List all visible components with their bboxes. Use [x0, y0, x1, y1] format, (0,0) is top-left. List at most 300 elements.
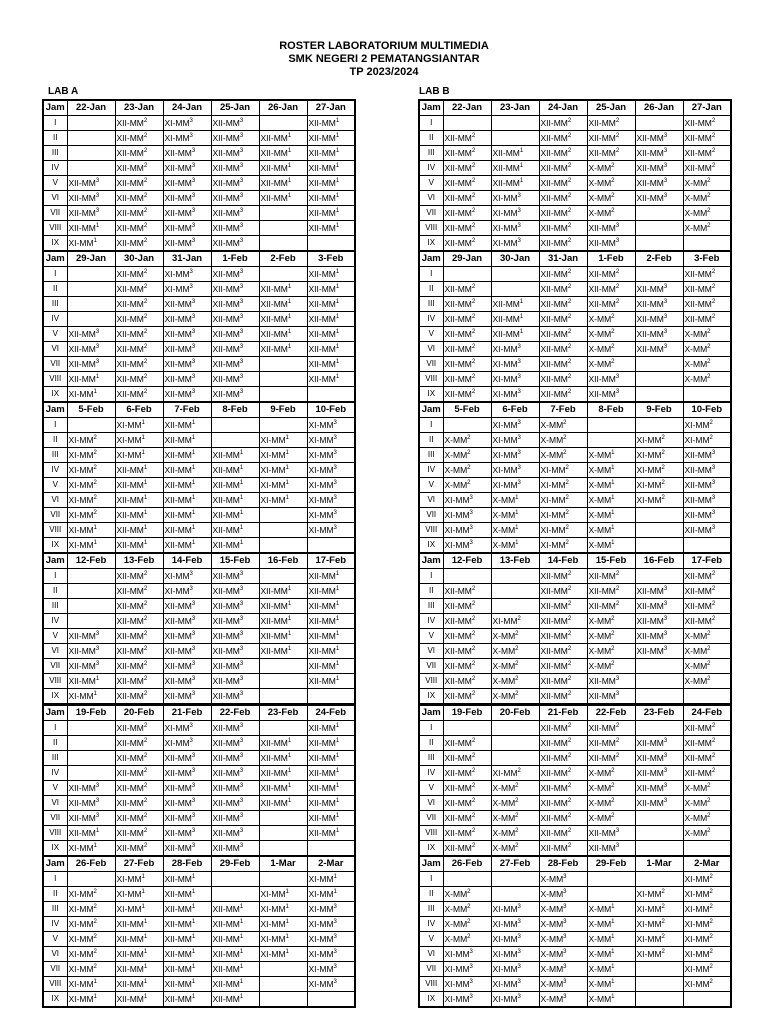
class-cell [67, 751, 115, 766]
class-cell [259, 811, 307, 826]
class-cell: XII-$MM^1$ [307, 721, 355, 736]
class-cell: XII-$MM^3$ [163, 297, 211, 312]
class-cell: XII-$MM^3$ [67, 629, 115, 644]
class-cell [67, 766, 115, 781]
day-header: 23-Jan [115, 100, 163, 116]
class-cell: XII-$MM^3$ [635, 751, 683, 766]
class-cell [635, 962, 683, 977]
class-cell [259, 508, 307, 523]
class-cell: XII-$MM^3$ [587, 674, 635, 689]
lab-b-label: LAB B [419, 86, 450, 97]
class-cell: XII-$MM^2$ [115, 781, 163, 796]
class-cell: XII-$MM^3$ [211, 176, 259, 191]
class-cell: XII-$MM^1$ [307, 267, 355, 282]
roster-table-lab-b-week-2 [418, 250, 732, 403]
day-header: 1-Feb [587, 251, 635, 267]
class-cell [587, 872, 635, 887]
class-cell: XII-$MM^2$ [539, 146, 587, 161]
period-label: III [419, 146, 443, 161]
class-cell: $XI-MM^2$ [683, 418, 731, 433]
period-label: I [419, 569, 443, 584]
class-cell [491, 887, 539, 902]
day-header: 24-Feb [683, 705, 731, 721]
class-cell: XII-$MM^2$ [115, 811, 163, 826]
class-cell: $X-MM^2$ [443, 932, 491, 947]
class-cell: XII-$MM^2$ [539, 116, 587, 131]
table-row [43, 841, 355, 857]
class-cell: XII-$MM^2$ [539, 584, 587, 599]
class-cell: XII-$MM^1$ [211, 523, 259, 538]
period-label: IV [419, 614, 443, 629]
day-header: 31-Jan [163, 251, 211, 267]
period-label: VI [419, 796, 443, 811]
class-cell: XII-$MM^3$ [211, 811, 259, 826]
class-cell: XII-$MM^2$ [443, 736, 491, 751]
class-cell: $XI-MM^1$ [67, 236, 115, 252]
class-cell: $X-MM^2$ [491, 674, 539, 689]
class-cell: $XI-MM^3$ [307, 463, 355, 478]
period-label: VII [43, 206, 67, 221]
period-label: VIII [419, 826, 443, 841]
jam-header: Jam [43, 402, 67, 418]
class-cell: $XI-MM^3$ [491, 478, 539, 493]
day-header: 30-Jan [115, 251, 163, 267]
period-label: IV [419, 463, 443, 478]
class-cell: $X-MM^1$ [491, 508, 539, 523]
class-cell: XII-$MM^1$ [163, 478, 211, 493]
class-cell: $X-MM^2$ [683, 191, 731, 206]
class-cell: XII-$MM^2$ [443, 781, 491, 796]
class-cell: XII-$MM^2$ [443, 766, 491, 781]
class-cell [635, 826, 683, 841]
day-header: 29-Jan [443, 251, 491, 267]
table-row [419, 689, 731, 705]
roster-table-lab-a-week-6 [42, 855, 356, 1008]
day-header: 21-Feb [539, 705, 587, 721]
table-row [43, 418, 355, 433]
class-cell [635, 221, 683, 236]
class-cell: XII-$MM^2$ [115, 614, 163, 629]
class-cell: XII-$MM^2$ [539, 131, 587, 146]
class-cell: XII-$MM^1$ [307, 826, 355, 841]
class-cell: XII-$MM^3$ [163, 781, 211, 796]
class-cell: $XI-MM^2$ [491, 766, 539, 781]
table-row [419, 236, 731, 252]
class-cell: $X-MM^2$ [587, 644, 635, 659]
class-cell: $XI-MM^1$ [259, 887, 307, 902]
class-cell: $X-MM^1$ [587, 902, 635, 917]
period-label: IV [43, 161, 67, 176]
class-cell: $XI-MM^2$ [539, 523, 587, 538]
class-cell: XII-$MM^3$ [635, 312, 683, 327]
class-cell [443, 721, 491, 736]
day-header: 15-Feb [587, 553, 635, 569]
class-cell: XII-$MM^2$ [443, 614, 491, 629]
day-header: 12-Feb [443, 553, 491, 569]
period-label: III [43, 448, 67, 463]
table-row [419, 644, 731, 659]
class-cell: XII-$MM^3$ [211, 796, 259, 811]
class-cell: $XI-MM^3$ [443, 538, 491, 554]
day-header: 17-Feb [683, 553, 731, 569]
day-header: 26-Jan [259, 100, 307, 116]
table-row [419, 887, 731, 902]
class-cell: $X-MM^1$ [491, 493, 539, 508]
class-cell: $X-MM^2$ [491, 826, 539, 841]
class-cell [259, 721, 307, 736]
period-label: VI [43, 493, 67, 508]
class-cell: XII-$MM^1$ [259, 629, 307, 644]
class-cell: XII-$MM^3$ [67, 796, 115, 811]
class-cell: XII-$MM^2$ [115, 721, 163, 736]
roster-table-lab-a-week-5 [42, 704, 356, 857]
class-cell: XII-$MM^3$ [683, 448, 731, 463]
roster-table-lab-a-week-4 [42, 552, 356, 705]
period-label: VII [419, 659, 443, 674]
class-cell: $X-MM^2$ [587, 614, 635, 629]
class-cell: $XI-MM^3$ [307, 962, 355, 977]
class-cell [211, 887, 259, 902]
class-cell: XII-$MM^1$ [115, 523, 163, 538]
class-cell: XII-$MM^3$ [67, 342, 115, 357]
class-cell: $X-MM^2$ [683, 221, 731, 236]
class-cell: XII-$MM^1$ [211, 508, 259, 523]
class-cell: XII-$MM^2$ [539, 312, 587, 327]
period-label: III [43, 146, 67, 161]
class-cell [443, 418, 491, 433]
class-cell [683, 387, 731, 403]
class-cell: XII-$MM^2$ [443, 584, 491, 599]
class-cell: $XI-MM^2$ [539, 493, 587, 508]
table-row [43, 992, 355, 1008]
class-cell: $XI-MM^1$ [259, 478, 307, 493]
table-row [43, 493, 355, 508]
class-cell: XII-$MM^1$ [307, 131, 355, 146]
class-cell [307, 689, 355, 705]
class-cell: XII-$MM^1$ [259, 736, 307, 751]
class-cell: $XI-MM^3$ [443, 493, 491, 508]
class-cell: $X-MM^1$ [587, 523, 635, 538]
class-cell: $XI-MM^2$ [635, 917, 683, 932]
period-label: V [419, 478, 443, 493]
day-header: 21-Feb [163, 705, 211, 721]
class-cell: XII-$MM^2$ [443, 811, 491, 826]
table-row [43, 887, 355, 902]
period-label: VII [43, 659, 67, 674]
class-cell: $X-MM^2$ [683, 357, 731, 372]
table-row [43, 721, 355, 736]
day-header: 31-Jan [539, 251, 587, 267]
class-cell: XII-$MM^2$ [683, 614, 731, 629]
class-cell [635, 659, 683, 674]
class-cell: $XI-MM^3$ [163, 584, 211, 599]
day-header: 29-Feb [211, 856, 259, 872]
class-cell: XII-$MM^1$ [211, 947, 259, 962]
class-cell: XII-$MM^2$ [539, 387, 587, 403]
day-header: 14-Feb [163, 553, 211, 569]
class-cell: $XI-MM^3$ [443, 962, 491, 977]
class-cell: XII-$MM^1$ [491, 327, 539, 342]
class-cell: XII-$MM^3$ [211, 191, 259, 206]
class-cell: $XI-MM^3$ [491, 448, 539, 463]
class-cell [259, 674, 307, 689]
table-row [43, 372, 355, 387]
table-row [43, 689, 355, 705]
class-cell: XII-$MM^2$ [443, 387, 491, 403]
table-row [43, 327, 355, 342]
class-cell: $XI-MM^1$ [115, 448, 163, 463]
class-cell [443, 116, 491, 131]
class-cell: XII-$MM^1$ [211, 992, 259, 1008]
day-header: 16-Feb [635, 553, 683, 569]
class-cell: XII-$MM^2$ [683, 569, 731, 584]
class-cell: XII-$MM^2$ [443, 796, 491, 811]
class-cell [683, 538, 731, 554]
period-label: II [419, 584, 443, 599]
class-cell: XII-$MM^2$ [115, 387, 163, 403]
period-label: I [43, 872, 67, 887]
class-cell: XII-$MM^3$ [211, 614, 259, 629]
class-cell: XII-$MM^3$ [635, 796, 683, 811]
class-cell: XII-$MM^2$ [115, 629, 163, 644]
class-cell: $X-MM^1$ [587, 917, 635, 932]
class-cell: XII-$MM^1$ [259, 781, 307, 796]
class-cell [635, 689, 683, 705]
class-cell: XII-$MM^1$ [163, 448, 211, 463]
day-header: 24-Jan [539, 100, 587, 116]
class-cell: XII-$MM^3$ [587, 841, 635, 857]
day-header: 2-Feb [259, 251, 307, 267]
class-cell: XII-$MM^1$ [211, 917, 259, 932]
period-label: VI [43, 644, 67, 659]
table-row [43, 478, 355, 493]
class-cell: XII-$MM^1$ [259, 327, 307, 342]
period-label: VI [43, 342, 67, 357]
class-cell: XII-$MM^3$ [163, 176, 211, 191]
class-cell: XII-$MM^1$ [491, 297, 539, 312]
class-cell: XII-$MM^3$ [211, 766, 259, 781]
class-cell: XII-$MM^1$ [163, 433, 211, 448]
roster-table-lab-b-week-5 [418, 704, 732, 857]
table-row [43, 796, 355, 811]
period-label: I [43, 418, 67, 433]
class-cell [491, 584, 539, 599]
class-cell: XII-$MM^3$ [683, 478, 731, 493]
table-row [419, 751, 731, 766]
class-cell [211, 433, 259, 448]
period-label: VI [43, 796, 67, 811]
class-cell [635, 508, 683, 523]
class-cell [67, 267, 115, 282]
class-cell [259, 418, 307, 433]
class-cell: XII-$MM^1$ [259, 161, 307, 176]
class-cell [635, 357, 683, 372]
class-cell: XII-$MM^3$ [211, 282, 259, 297]
table-row [419, 116, 731, 131]
day-header: 8-Feb [211, 402, 259, 418]
day-header: 19-Feb [443, 705, 491, 721]
class-cell: XII-$MM^3$ [163, 387, 211, 403]
class-cell: $XI-MM^1$ [259, 917, 307, 932]
table-row [43, 766, 355, 781]
period-label: IX [43, 689, 67, 705]
table-row [419, 372, 731, 387]
period-label: V [43, 932, 67, 947]
class-cell: XII-$MM^1$ [307, 659, 355, 674]
class-cell [635, 569, 683, 584]
class-cell: XII-$MM^2$ [115, 766, 163, 781]
class-cell: $XI-MM^1$ [259, 902, 307, 917]
class-cell: XII-$MM^3$ [635, 781, 683, 796]
class-cell: $XI-MM^3$ [307, 917, 355, 932]
table-row [43, 826, 355, 841]
class-cell: XII-$MM^2$ [539, 569, 587, 584]
table-row [419, 342, 731, 357]
class-cell: XII-$MM^3$ [211, 372, 259, 387]
class-cell: XII-$MM^1$ [307, 206, 355, 221]
class-cell: $XI-MM^3$ [307, 433, 355, 448]
table-row [419, 992, 731, 1008]
class-cell: XII-$MM^1$ [307, 569, 355, 584]
class-cell [211, 872, 259, 887]
day-header: 29-Feb [587, 856, 635, 872]
class-cell: $XI-MM^2$ [67, 932, 115, 947]
class-cell: XII-$MM^2$ [115, 751, 163, 766]
period-label: VIII [43, 523, 67, 538]
class-cell [491, 569, 539, 584]
class-cell: $XI-MM^2$ [635, 478, 683, 493]
class-cell: $X-MM^2$ [683, 629, 731, 644]
day-header: 12-Feb [67, 553, 115, 569]
class-cell: XII-$MM^2$ [539, 161, 587, 176]
class-cell: XII-$MM^2$ [115, 236, 163, 252]
class-cell: XII-$MM^1$ [163, 887, 211, 902]
class-cell: XII-$MM^1$ [211, 538, 259, 554]
class-cell: XII-$MM^3$ [635, 327, 683, 342]
class-cell: XII-$MM^1$ [163, 947, 211, 962]
class-cell: XII-$MM^2$ [115, 131, 163, 146]
class-cell [67, 599, 115, 614]
class-cell [67, 584, 115, 599]
class-cell: XII-$MM^2$ [539, 191, 587, 206]
class-cell: $XI-MM^2$ [539, 538, 587, 554]
class-cell: XII-$MM^3$ [67, 357, 115, 372]
class-cell: $X-MM^1$ [491, 523, 539, 538]
class-cell: XII-$MM^3$ [163, 599, 211, 614]
class-cell: XII-$MM^2$ [683, 131, 731, 146]
class-cell: XII-$MM^2$ [539, 644, 587, 659]
table-row [43, 736, 355, 751]
period-label: VII [419, 508, 443, 523]
table-row [43, 191, 355, 206]
period-label: VIII [43, 977, 67, 992]
class-cell: XII-$MM^1$ [115, 478, 163, 493]
class-cell [587, 418, 635, 433]
day-header: 3-Feb [683, 251, 731, 267]
period-label: II [43, 433, 67, 448]
table-row [419, 902, 731, 917]
table-row [419, 629, 731, 644]
class-cell: XII-$MM^3$ [635, 176, 683, 191]
class-cell: XII-$MM^3$ [163, 811, 211, 826]
class-cell: XII-$MM^3$ [163, 146, 211, 161]
class-cell: $XI-MM^3$ [491, 932, 539, 947]
table-row [419, 674, 731, 689]
class-cell: XII-$MM^1$ [115, 977, 163, 992]
table-row [43, 781, 355, 796]
class-cell: $X-MM^2$ [443, 887, 491, 902]
period-label: IV [43, 766, 67, 781]
table-row [43, 297, 355, 312]
day-header: 26-Feb [67, 856, 115, 872]
class-cell: XII-$MM^3$ [635, 736, 683, 751]
day-header: 2-Mar [683, 856, 731, 872]
class-cell: XII-$MM^1$ [307, 811, 355, 826]
class-cell [635, 267, 683, 282]
day-header: 20-Feb [115, 705, 163, 721]
class-cell [259, 357, 307, 372]
class-cell: XII-$MM^2$ [539, 357, 587, 372]
class-cell: XII-$MM^1$ [211, 902, 259, 917]
class-cell: XII-$MM^2$ [115, 584, 163, 599]
class-cell: XII-$MM^2$ [683, 161, 731, 176]
table-row [419, 297, 731, 312]
class-cell: $XI-MM^3$ [491, 342, 539, 357]
table-row [43, 538, 355, 554]
class-cell: $XI-MM^2$ [67, 902, 115, 917]
class-cell: $X-MM^2$ [539, 418, 587, 433]
class-cell: XII-$MM^3$ [163, 372, 211, 387]
class-cell: $X-MM^2$ [491, 811, 539, 826]
day-header: 26-Jan [635, 100, 683, 116]
class-cell: $X-MM^1$ [587, 962, 635, 977]
class-cell: XII-$MM^2$ [443, 644, 491, 659]
class-cell: $X-MM^1$ [587, 932, 635, 947]
period-label: I [419, 418, 443, 433]
class-cell: $XI-MM^2$ [67, 887, 115, 902]
class-cell: XII-$MM^2$ [115, 161, 163, 176]
day-header: 6-Feb [115, 402, 163, 418]
class-cell [67, 614, 115, 629]
period-label: I [419, 116, 443, 131]
period-label: VIII [43, 674, 67, 689]
period-label: V [43, 478, 67, 493]
class-cell: XII-$MM^2$ [539, 221, 587, 236]
class-cell: XII-$MM^1$ [259, 584, 307, 599]
class-cell: XII-$MM^1$ [163, 872, 211, 887]
table-row [419, 493, 731, 508]
class-cell: XII-$MM^2$ [115, 826, 163, 841]
class-cell: XII-$MM^3$ [67, 644, 115, 659]
period-label: II [43, 131, 67, 146]
class-cell: XII-$MM^1$ [163, 962, 211, 977]
day-header: 5-Feb [443, 402, 491, 418]
day-header: 23-Feb [635, 705, 683, 721]
class-cell: XII-$MM^1$ [307, 221, 355, 236]
class-cell [67, 736, 115, 751]
table-row [43, 599, 355, 614]
class-cell: XII-$MM^2$ [539, 659, 587, 674]
class-cell: XII-$MM^1$ [163, 508, 211, 523]
class-cell: XII-$MM^2$ [443, 191, 491, 206]
class-cell: $XI-MM^2$ [539, 508, 587, 523]
class-cell: XII-$MM^3$ [211, 206, 259, 221]
day-header: 24-Jan [163, 100, 211, 116]
period-label: IX [43, 236, 67, 252]
table-row [419, 736, 731, 751]
table-row [43, 872, 355, 887]
period-label: IX [419, 841, 443, 857]
